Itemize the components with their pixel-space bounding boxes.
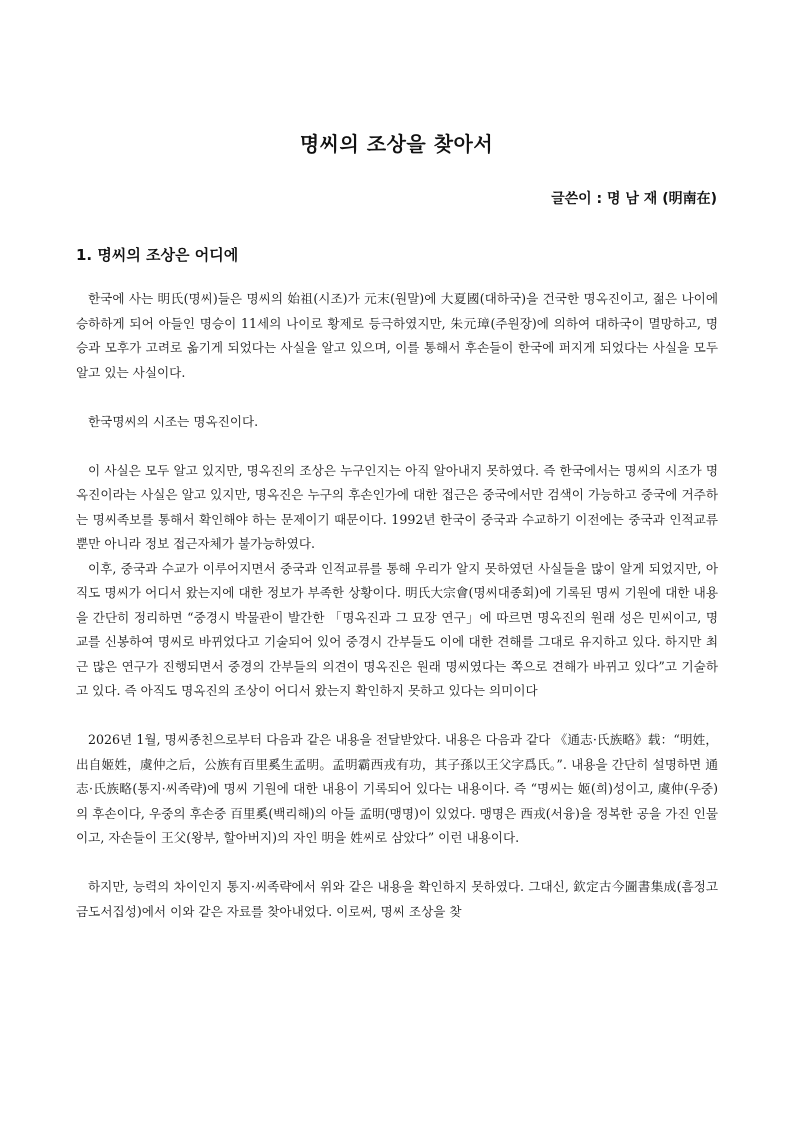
- page-title: 명씨의 조상을 찾아서: [299, 132, 494, 156]
- paragraph: 하지만, 능력의 차이인지 통지·씨족략에서 위와 같은 내용을 확인하지 못하였다. 그대신, 欽定古今圖書集成(흠정고금도서집성)에서 이와 같은 자료를 찾아내었다. 이로써, 명씨 조상을 찾: [76, 879, 718, 919]
- paragraph: 2026년 1월, 명씨종친으로부터 다음과 같은 내용을 전달받았다. 내용은 다음과 같다 《通志·氏族略》载：“明姓， 出自姬姓，虞仲之后，公族有百里奚生孟明。孟明霸西戎有功，其子孫以王父字爲氏。”. 내용을 간단히 설명하면 通志·氏族略(통지·씨족략)에 명씨 기원에 대한 내용이 기록되어 있다는 내용이다. 즉 “명씨는 姬(희)성이고, 虞仲(우중)의 후손이다, 우중의 후손중 百里奚(백리해)의 아들 孟明(맹명)이 있었다. 맹명은 西戎(서융)을 정복한 공을 가진 인물이고, 자손들이 王父(왕부, 할아버지)의 자인 明을 姓씨로 삼았다” 이런 내용이다.: [76, 732, 718, 845]
- body-block-1: [76, 287, 718, 924]
- paragraph: 한국명씨의 시조는 명옥진이다.: [88, 413, 259, 429]
- paragraph: 한국에 사는 明氏(명씨)들은 명씨의 始祖(시조)가 元末(원말)에 大夏國(대하국)을 건국한 명옥진이고, 젊은 나이에 승하하게 되어 아들인 명승이 11세의 나이로 황제로 등극하였지만, 朱元璋(주원장)에 의하여 대하국이 멸망하고, 명승과 모후가 고려로 옮기게 되었다는 사실을 알고 있으며, 이를 통해서 후손들이 한국에 퍼지게 되었다는 사실을 모두 알고 있는 사실이다.: [76, 291, 718, 380]
- author-line: 글쓴이 : 명 남 재 (明南在): [551, 191, 717, 207]
- paragraph: 이후, 중국과 수교가 이루어지면서 중국과 인적교류를 통해 우리가 알지 못하였던 사실들을 많이 알게 되었지만, 아직도 명씨가 어디서 왔는지에 대한 정보가 부족한 상황이다. 明氏大宗會(명씨대종회)에 기록된 명씨 기원에 대한 내용을 간단히 정리하면 “중경시 박물관이 발간한 「명옥진과 그 묘장 연구」에 따르면 명옥진의 원래 성은 민씨이고, 명교를 신봉하여 명씨로 바뀌었다고 기술되어 있어 중경시 간부들도 이에 대한 견해를 그대로 유지하고 있다. 하지만 최근 많은 연구가 진행되면서 중경의 간부들의 의견이 명옥진은 원래 명씨였다는 쪽으로 견해가 바뀌고 있다”고 기술하고 있다. 즉 아직도 명옥진의 조상이 어디서 왔는지 확인하지 못하고 있다는 의미이다: [76, 560, 718, 698]
- section-heading: 1. 명씨의 조상은 어디에: [76, 246, 239, 264]
- paragraph: 이 사실은 모두 알고 있지만, 명옥진의 조상은 누구인지는 아직 알아내지 못하였다. 즉 한국에서는 명씨의 시조가 명옥진이라는 사실은 알고 있지만, 명옥진은 누구의 후손인가에 대한 접근은 중국에서만 검색이 가능하고 중국에 거주하는 명씨족보를 통해서 확인해야 하는 문제이기 때문이다. 1992년 한국이 중국과 수교하기 이전에는 중국과 인적교류 뿐만 아니라 정보 접근자체가 불가능하였다.: [76, 462, 718, 551]
